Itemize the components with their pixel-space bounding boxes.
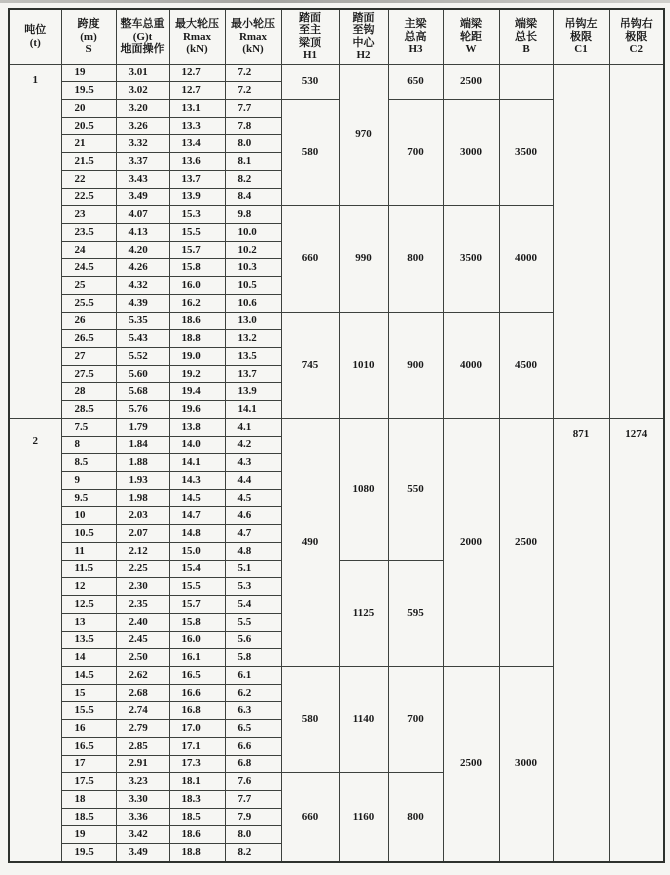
weight-cell: 2.03 [116,507,169,525]
rmax-cell: 16.0 [169,631,225,649]
rmin-cell: 6.8 [225,755,281,773]
span-cell: 22 [61,170,116,188]
weight-cell: 1.79 [116,418,169,436]
rmax-cell: 18.6 [169,826,225,844]
w-cell: 2500 [443,666,499,862]
header-line: 端梁 [460,18,482,30]
rmax-cell: 16.1 [169,649,225,667]
weight-cell: 2.30 [116,578,169,596]
header-line: 极限 [570,30,592,43]
rmax-cell: 19.0 [169,348,225,366]
weight-cell: 3.26 [116,117,169,135]
col-header-rmax [169,9,225,64]
span-cell: 22.5 [61,188,116,206]
weight-cell: 5.76 [116,401,169,419]
h1-cell: 660 [281,773,339,862]
rmin-cell: 7.2 [225,64,281,82]
weight-cell: 3.42 [116,826,169,844]
header-line: 踏面 [352,11,375,24]
header-line: 总长 [515,30,537,43]
header-line: 梁顶 [299,36,321,49]
rmax-cell: 13.1 [169,99,225,117]
span-cell: 9 [61,472,116,490]
rmax-cell: 14.1 [169,454,225,472]
b-cell: 3500 [499,99,553,205]
h2-cell: 1080 [339,418,388,560]
rmin-cell: 5.3 [225,578,281,596]
header-line: Rmax [238,30,268,43]
rmin-cell: 13.2 [225,330,281,348]
weight-cell: 5.60 [116,365,169,383]
header-line: H1 [302,49,318,62]
weight-cell: 3.30 [116,790,169,808]
weight-cell: 3.37 [116,153,169,171]
weight-cell: 5.43 [116,330,169,348]
rmax-cell: 12.7 [169,64,225,82]
span-cell: 19 [61,64,116,82]
rmin-cell: 4.1 [225,418,281,436]
span-cell: 27 [61,348,116,366]
header-line: 总高 [404,30,427,43]
rmin-cell: 8.1 [225,153,281,171]
weight-cell: 1.84 [116,436,169,454]
span-cell: 12.5 [61,596,116,614]
b-cell [499,64,553,99]
span-cell: 14.5 [61,666,116,684]
rmax-cell: 17.1 [169,737,225,755]
rmin-cell: 13.9 [225,383,281,401]
header-line: 极限 [625,30,648,43]
rmax-cell: 18.8 [169,330,225,348]
h2-cell: 1010 [339,312,388,418]
rmax-cell: 13.3 [169,117,225,135]
weight-cell: 2.79 [116,720,169,738]
header-line: H2 [356,49,371,62]
rmin-cell: 10.6 [225,294,281,312]
rmax-cell: 16.5 [169,666,225,684]
rmax-cell: 15.7 [169,596,225,614]
span-cell: 19 [61,826,116,844]
rmin-cell: 8.2 [225,844,281,862]
weight-cell: 2.68 [116,684,169,702]
rmax-cell: 19.6 [169,401,225,419]
header-line: 轮距 [460,30,482,43]
col-header-c2 [609,9,664,64]
b-cell: 2500 [499,418,553,666]
span-cell: 24.5 [61,259,116,277]
rmin-cell: 14.1 [225,401,281,419]
span-cell: 10 [61,507,116,525]
weight-cell: 3.49 [116,844,169,862]
weight-cell: 2.40 [116,613,169,631]
header-line: 端梁 [515,18,537,30]
rmax-cell: 15.4 [169,560,225,578]
weight-cell: 2.25 [116,560,169,578]
span-cell: 13.5 [61,631,116,649]
rmin-cell: 6.3 [225,702,281,720]
weight-cell: 3.02 [116,82,169,100]
weight-cell: 2.62 [116,666,169,684]
scan-edge-artifact [0,0,670,3]
span-cell: 10.5 [61,525,116,543]
span-cell: 15.5 [61,702,116,720]
table-row [9,64,664,82]
span-cell: 17 [61,755,116,773]
rmin-cell: 8.4 [225,188,281,206]
rmax-cell: 14.0 [169,436,225,454]
col-header-weight [116,9,169,64]
h2-cell: 1140 [339,666,388,772]
rmin-cell: 6.6 [225,737,281,755]
h2-cell: 1125 [339,560,388,666]
rmax-cell: 16.8 [169,702,225,720]
header-line: (G)t [132,30,153,43]
w-cell: 2500 [443,64,499,99]
span-cell: 11.5 [61,560,116,578]
rmin-cell: 5.8 [225,649,281,667]
rmax-cell: 15.0 [169,542,225,560]
h3-cell: 550 [388,418,443,560]
rmin-cell: 4.3 [225,454,281,472]
rmax-cell: 17.0 [169,720,225,738]
weight-cell: 3.23 [116,773,169,791]
header-line: 最大轮压 [175,18,219,30]
span-cell: 9.5 [61,489,116,507]
c2-cell [609,64,664,418]
rmin-cell: 13.5 [225,348,281,366]
rmin-cell: 6.5 [225,720,281,738]
weight-cell: 4.26 [116,259,169,277]
header-line: (kN) [242,43,264,55]
span-cell: 28.5 [61,401,116,419]
col-header-tonnage [9,9,61,64]
c1-cell [553,64,609,418]
weight-cell: 1.98 [116,489,169,507]
rmax-cell: 13.9 [169,188,225,206]
span-cell: 18 [61,790,116,808]
rmax-cell: 18.6 [169,312,225,330]
rmin-cell: 7.2 [225,82,281,100]
weight-cell: 2.85 [116,737,169,755]
rmax-cell: 13.6 [169,153,225,171]
rmin-cell: 10.0 [225,223,281,241]
header-line: 地面操作 [120,43,165,55]
weight-cell: 5.52 [116,348,169,366]
rmax-cell: 19.4 [169,383,225,401]
rmax-cell: 14.8 [169,525,225,543]
rmin-cell: 5.4 [225,596,281,614]
rmax-cell: 17.3 [169,755,225,773]
rmax-cell: 15.3 [169,206,225,224]
header-line: W [465,43,477,55]
weight-cell: 1.88 [116,454,169,472]
rmax-cell: 18.8 [169,844,225,862]
header-line: (kN) [186,43,208,55]
header-line: 吨位 [24,24,47,37]
table-header [9,9,664,64]
span-cell: 26 [61,312,116,330]
span-cell: 25.5 [61,294,116,312]
rmin-cell: 4.8 [225,542,281,560]
rmin-cell: 4.4 [225,472,281,490]
rmin-cell: 8.0 [225,826,281,844]
h1-cell: 580 [281,99,339,205]
rmin-cell: 7.9 [225,808,281,826]
weight-cell: 3.01 [116,64,169,82]
span-cell: 11 [61,542,116,560]
span-cell: 19.5 [61,82,116,100]
table-body [9,64,664,862]
rmin-cell: 7.8 [225,117,281,135]
span-cell: 18.5 [61,808,116,826]
weight-cell: 2.45 [116,631,169,649]
header-line: C2 [629,43,643,55]
col-header-rmin [225,9,281,64]
rmin-cell: 10.2 [225,241,281,259]
rmax-cell: 12.7 [169,82,225,100]
rmax-cell: 18.1 [169,773,225,791]
weight-cell: 4.32 [116,277,169,295]
header-line: 最小轮压 [231,18,275,30]
tonnage-cell: 2 [9,418,61,862]
rmax-cell: 18.5 [169,808,225,826]
h3-cell: 700 [388,666,443,772]
h3-cell: 900 [388,312,443,418]
weight-cell: 5.35 [116,312,169,330]
rmin-cell: 4.6 [225,507,281,525]
rmax-cell: 14.3 [169,472,225,490]
h1-cell: 490 [281,418,339,666]
span-cell: 15 [61,684,116,702]
spec-table [8,8,665,863]
header-line: 吊钩右 [619,18,653,30]
rmin-cell: 7.6 [225,773,281,791]
weight-cell: 2.12 [116,542,169,560]
weight-cell: 4.20 [116,241,169,259]
rmax-cell: 15.5 [169,223,225,241]
header-row [9,9,664,64]
b-cell: 3000 [499,666,553,862]
span-cell: 16.5 [61,737,116,755]
col-header-h1 [281,9,339,64]
rmin-cell: 4.5 [225,489,281,507]
h1-cell: 745 [281,312,339,418]
weight-cell: 3.20 [116,99,169,117]
span-cell: 28 [61,383,116,401]
header-line: S [85,43,92,55]
w-cell: 3000 [443,99,499,205]
rmin-cell: 6.1 [225,666,281,684]
weight-cell: 5.68 [116,383,169,401]
h3-cell: 595 [388,560,443,666]
header-line: Rmax [182,30,212,43]
col-header-span [61,9,116,64]
rmin-cell: 10.3 [225,259,281,277]
rmax-cell: 19.2 [169,365,225,383]
weight-cell: 2.35 [116,596,169,614]
rmin-cell: 7.7 [225,99,281,117]
header-line: 吊钩左 [564,18,598,30]
rmax-cell: 16.6 [169,684,225,702]
span-cell: 8.5 [61,454,116,472]
weight-cell: 2.74 [116,702,169,720]
span-cell: 12 [61,578,116,596]
h3-cell: 800 [388,206,443,312]
weight-cell: 3.32 [116,135,169,153]
weight-cell: 3.43 [116,170,169,188]
h2-cell: 970 [339,64,388,206]
header-line: 整车总重 [120,18,165,30]
h1-cell: 660 [281,206,339,312]
rmin-cell: 4.7 [225,525,281,543]
span-cell: 14 [61,649,116,667]
weight-cell: 2.07 [116,525,169,543]
h1-cell: 580 [281,666,339,772]
rmin-cell: 10.5 [225,277,281,295]
table-row [9,418,664,436]
h2-cell: 1160 [339,773,388,862]
weight-cell: 3.36 [116,808,169,826]
rmax-cell: 13.7 [169,170,225,188]
span-cell: 7.5 [61,418,116,436]
col-header-h3 [388,9,443,64]
weight-cell: 2.91 [116,755,169,773]
w-cell: 3500 [443,206,499,312]
header-line: C1 [574,43,588,55]
rmax-cell: 15.7 [169,241,225,259]
h1-cell: 530 [281,64,339,99]
rmax-cell: 15.8 [169,613,225,631]
header-line: H3 [408,43,423,55]
h3-cell: 650 [388,64,443,99]
rmin-cell: 13.7 [225,365,281,383]
rmin-cell: 8.0 [225,135,281,153]
span-cell: 24 [61,241,116,259]
rmax-cell: 13.8 [169,418,225,436]
span-cell: 8 [61,436,116,454]
header-line: 中心 [352,36,375,49]
header-line: 踏面 [299,11,321,24]
span-cell: 13 [61,613,116,631]
b-cell: 4500 [499,312,553,418]
rmax-cell: 16.0 [169,277,225,295]
col-header-h2 [339,9,388,64]
weight-cell: 4.39 [116,294,169,312]
span-cell: 17.5 [61,773,116,791]
rmin-cell: 7.7 [225,790,281,808]
b-cell: 4000 [499,206,553,312]
header-line: 跨度 [77,18,100,30]
header-line: (t) [29,36,41,49]
c2-cell: 1274 [609,418,664,862]
span-cell: 27.5 [61,365,116,383]
w-cell: 2000 [443,418,499,666]
col-header-w [443,9,499,64]
span-cell: 20.5 [61,117,116,135]
rmax-cell: 14.7 [169,507,225,525]
rmax-cell: 15.8 [169,259,225,277]
h2-cell: 990 [339,206,388,312]
h3-cell: 800 [388,773,443,862]
rmin-cell: 13.0 [225,312,281,330]
tonnage-cell: 1 [9,64,61,418]
span-cell: 21.5 [61,153,116,171]
header-line: 至主 [299,24,321,37]
rmin-cell: 5.5 [225,613,281,631]
weight-cell: 4.07 [116,206,169,224]
span-cell: 19.5 [61,844,116,862]
rmin-cell: 5.6 [225,631,281,649]
rmin-cell: 8.2 [225,170,281,188]
span-cell: 26.5 [61,330,116,348]
header-line: (m) [80,30,97,43]
span-cell: 23 [61,206,116,224]
rmax-cell: 15.5 [169,578,225,596]
span-cell: 16 [61,720,116,738]
w-cell: 4000 [443,312,499,418]
span-cell: 25 [61,277,116,295]
header-line: 至钩 [352,24,375,37]
rmax-cell: 18.3 [169,790,225,808]
col-header-c1 [553,9,609,64]
span-cell: 21 [61,135,116,153]
weight-cell: 3.49 [116,188,169,206]
rmax-cell: 14.5 [169,489,225,507]
col-header-b [499,9,553,64]
weight-cell: 2.50 [116,649,169,667]
span-cell: 23.5 [61,223,116,241]
header-line: 主梁 [404,18,427,30]
rmax-cell: 13.4 [169,135,225,153]
rmin-cell: 5.1 [225,560,281,578]
rmin-cell: 4.2 [225,436,281,454]
weight-cell: 1.93 [116,472,169,490]
rmin-cell: 6.2 [225,684,281,702]
rmin-cell: 9.8 [225,206,281,224]
weight-cell: 4.13 [116,223,169,241]
c1-cell: 871 [553,418,609,862]
h3-cell: 700 [388,99,443,205]
span-cell: 20 [61,99,116,117]
rmax-cell: 16.2 [169,294,225,312]
header-line: B [522,43,530,55]
